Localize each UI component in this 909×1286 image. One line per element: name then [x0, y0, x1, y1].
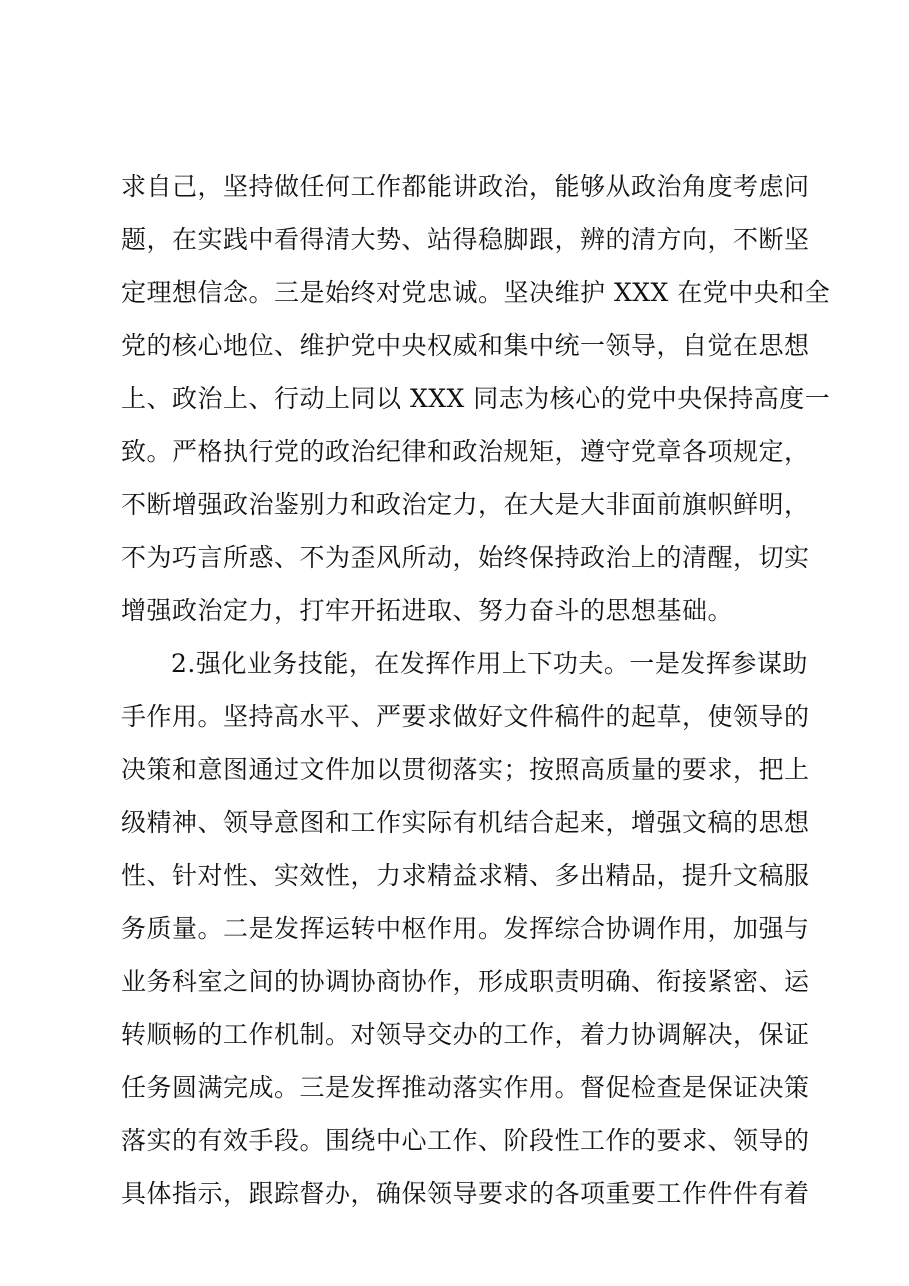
- text-line: 落实的有效手段。围绕中心工作、阶段性工作的要求、领导的: [121, 1126, 810, 1155]
- text-line: 手作用。坚持高水平、严要求做好文件稿件的起草，使领导的: [121, 702, 810, 731]
- text-line: 任务圆满完成。三是发挥推动落实作用。督促检查是保证决策: [121, 1073, 810, 1102]
- text-line: 党的核心地位、维护党中央权威和集中统一领导，自觉在思想: [121, 331, 810, 360]
- text-line: 转顺畅的工作机制。对领导交办的工作，着力协调解决，保证: [121, 1020, 810, 1049]
- text-line: 务质量。二是发挥运转中枢作用。发挥综合协调作用，加强与: [121, 914, 810, 943]
- text-line: 题，在实践中看得清大势、站得稳脚跟，辨的清方向，不断坚: [121, 225, 810, 254]
- text-line: 具体指示，跟踪督办，确保领导要求的各项重要工作件件有着: [121, 1179, 810, 1208]
- text-line: 级精神、领导意图和工作实际有机结合起来，增强文稿的思想: [121, 808, 810, 837]
- paragraph-end-line: 增强政治定力，打牢开拓进取、努力奋斗的思想基础。: [121, 596, 734, 625]
- text-line: 上、政治上、行动上同以 XXX 同志为核心的党中央保持高度一: [121, 384, 831, 413]
- text-line: 性、针对性、实效性，力求精益求精、多出精品，提升文稿服: [121, 861, 810, 890]
- paragraph-start-line: 2.强化业务技能，在发挥作用上下功夫。一是发挥参谋助: [171, 649, 808, 678]
- text-line: 决策和意图通过文件加以贯彻落实；按照高质量的要求，把上: [121, 755, 810, 784]
- text-line: 致。严格执行党的政治纪律和政治规矩，遵守党章各项规定，: [121, 437, 810, 466]
- text-line: 不为巧言所惑、不为歪风所动，始终保持政治上的清醒，切实: [121, 543, 810, 572]
- body-text: [121, 160, 831, 1220]
- text-line: 业务科室之间的协调协商协作，形成职责明确、衔接紧密、运: [121, 967, 810, 996]
- text-line: 求自己，坚持做任何工作都能讲政治，能够从政治角度考虑问: [121, 172, 810, 201]
- text-line: 不断增强政治鉴别力和政治定力，在大是大非面前旗帜鲜明，: [121, 490, 810, 519]
- text-line: 定理想信念。三是始终对党忠诚。坚决维护 XXX 在党中央和全: [121, 278, 831, 307]
